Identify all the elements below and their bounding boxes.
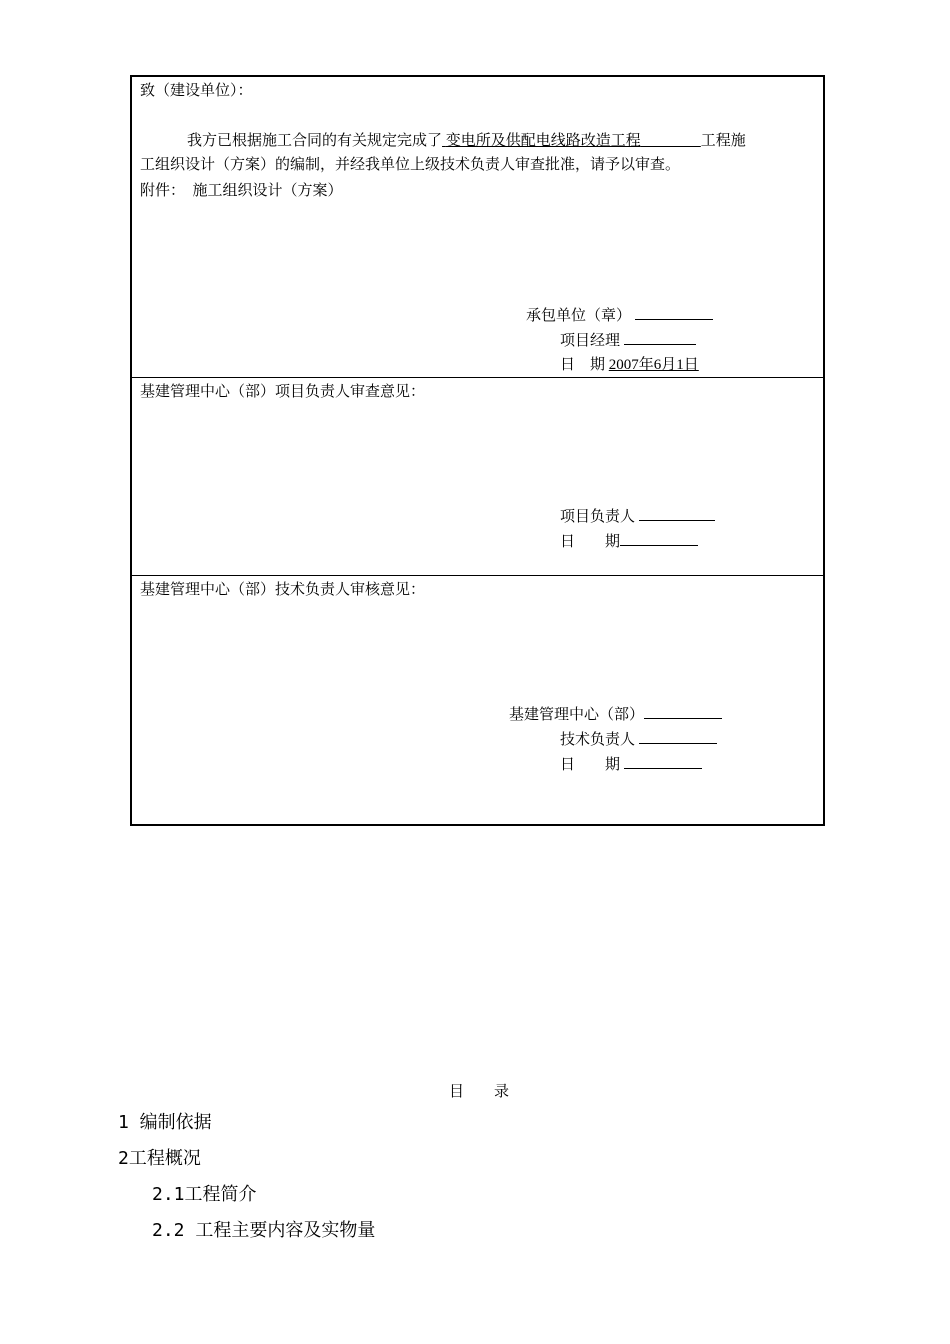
project-lead-label: 项目负责人 <box>560 509 636 525</box>
attachment-value: 施工组织设计（方案） <box>192 183 343 199</box>
toc-item-2-1[interactable]: 2.1工程简介 <box>152 1184 257 1205</box>
pm-label: 项目经理 <box>560 333 621 349</box>
project-lead-date-blank <box>620 531 698 546</box>
attachment-line <box>140 181 343 201</box>
date-line <box>560 355 699 375</box>
project-lead-date-label: 日 期 <box>560 534 621 550</box>
pm-blank <box>624 330 696 345</box>
body-line-2: 工组织设计（方案）的编制，并经我单位上级技术负责人审查批准，请予以审查。 <box>140 157 681 173</box>
tech-lead-signature-line <box>560 729 717 750</box>
tech-lead-date-label: 日 期 <box>560 757 621 773</box>
project-lead-blank <box>639 506 715 521</box>
body-suffix: 工程施 <box>700 133 746 149</box>
tech-lead-blank <box>639 729 717 744</box>
toc-title: 目 录 <box>449 1084 510 1100</box>
project-name: 变电所及供配电线路改造工程 <box>445 133 641 149</box>
toc-item-2-2[interactable]: 2.2 工程主要内容及实物量 <box>152 1220 376 1241</box>
date-value: 2007年6月1日 <box>608 357 699 373</box>
approval-form-table <box>130 75 825 826</box>
center-label: 基建管理中心（部） <box>509 707 645 723</box>
addressee-line: 致（建设单位）： <box>140 83 253 99</box>
contractor-blank <box>635 305 713 320</box>
tech-lead-heading: 基建管理中心（部）技术负责人审核意见： <box>140 582 426 598</box>
body-line-1 <box>187 131 746 151</box>
toc-item-1[interactable]: 1 编制依据 <box>118 1112 212 1133</box>
tech-lead-date-blank <box>624 754 702 769</box>
center-blank <box>644 704 722 719</box>
pm-signature-line <box>560 330 696 351</box>
project-lead-signature-line <box>560 506 715 527</box>
tech-lead-label: 技术负责人 <box>560 732 636 748</box>
project-lead-review-cell <box>132 378 823 576</box>
attachment-label: 附件： <box>140 183 178 199</box>
tech-lead-date-line <box>560 754 702 775</box>
toc-item-2[interactable]: 2工程概况 <box>118 1148 201 1169</box>
tech-lead-review-cell <box>132 576 823 824</box>
body-prefix: 我方已根据施工合同的有关规定完成了 <box>187 133 443 149</box>
center-signature-line <box>509 704 722 725</box>
submission-cell <box>132 77 823 378</box>
contractor-signature-line <box>526 305 713 326</box>
project-lead-date-line <box>560 531 698 552</box>
project-lead-heading: 基建管理中心（部）项目负责人审查意见： <box>140 384 426 400</box>
date-label: 日 期 <box>560 357 606 373</box>
contractor-label: 承包单位（章） <box>526 308 632 324</box>
